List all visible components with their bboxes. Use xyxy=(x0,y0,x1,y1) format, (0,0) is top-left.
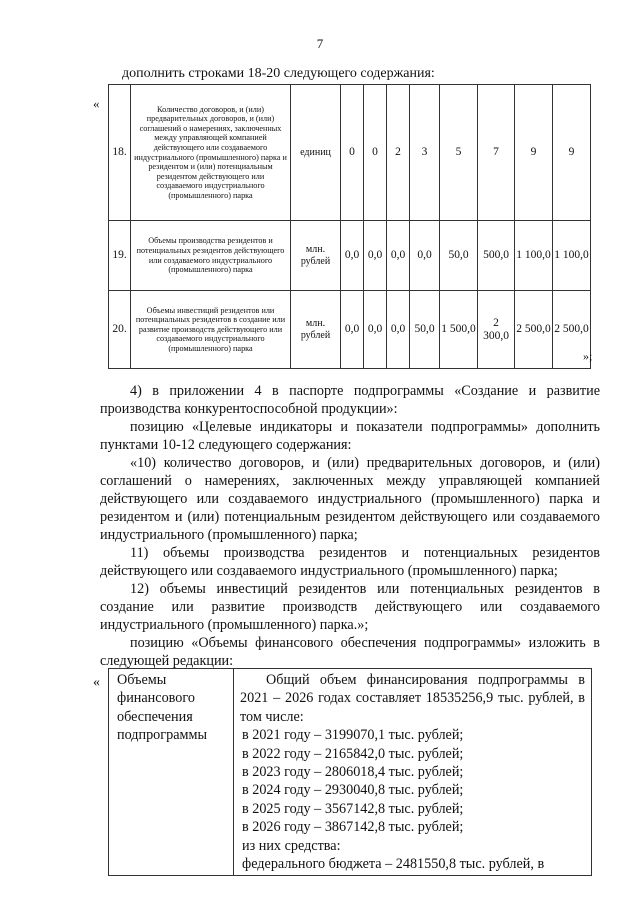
finance-year-line: в 2026 году – 3867142,8 тыс. рублей; xyxy=(242,819,464,836)
value-cell: 0,0 xyxy=(387,221,410,291)
indicator-unit: единиц xyxy=(291,85,341,221)
paragraph: 4) в приложении 4 в паспорте подпрограммы «Создание и развитие производства конкурентоспособной продукции»: xyxy=(100,383,600,417)
page-number: 7 xyxy=(316,36,324,51)
value-cell: 50,0 xyxy=(410,291,440,369)
closing-quote-mark: »; xyxy=(583,349,593,363)
table-row xyxy=(109,221,591,291)
paragraph: 11) объемы производства резидентов и потенциальных резидентов действующего или создаваемого индустриального (промышленного) парка; xyxy=(100,545,600,579)
paragraph: позицию «Целевые индикаторы и показатели подпрограммы» дополнить пунктами 10-12 следующего содержания: xyxy=(100,419,600,453)
indicator-unit: млн. рублей xyxy=(291,291,341,369)
value-cell: 2 500,0 xyxy=(515,291,553,369)
value-cell: 3 xyxy=(410,85,440,221)
value-cell: 2 500,0 xyxy=(553,291,591,369)
open-quote-mark: « xyxy=(93,96,100,111)
value-cell: 7 xyxy=(478,85,515,221)
value-cell: 9 xyxy=(553,85,591,221)
value-cell: 5 xyxy=(440,85,478,221)
finance-year-line: в 2025 году – 3567142,8 тыс. рублей; xyxy=(242,800,464,817)
indicator-unit: млн. рублей xyxy=(291,221,341,291)
indicator-description: Количество договоров, и (или) предварительных договоров, и (или) соглашений о намерениях, заключенных между управляющей компанией действующего или создаваемого индустриального (промышленного) парка и резидентом и (или) потенциальным резидентом действующего или создаваемого индустриального (промышленного) парка xyxy=(131,85,291,221)
open-quote-mark: « xyxy=(93,675,100,690)
value-cell: 1 500,0 xyxy=(440,291,478,369)
finance-year-line: в 2024 году – 2930040,8 тыс. рублей; xyxy=(242,782,464,799)
value-cell: 9 xyxy=(515,85,553,221)
value-cell: 1 100,0 xyxy=(515,221,553,291)
value-cell: 2 xyxy=(387,85,410,221)
paragraph: «10) количество договоров, и (или) предварительных договоров, и (или) соглашений о намерениях, заключенных между управляющей компанией действующего или создаваемого индустриального (промышленного) парка и резидентом и (или) потенциальным резидентом действующего или создаваемого индустриального (промышленного) парка; xyxy=(100,455,600,543)
paragraph: 12) объемы инвестиций резидентов или потенциальных резидентов в создание или развитие производств действующего или создаваемого индустриального (промышленного) парка.»; xyxy=(100,581,600,633)
value-cell: 500,0 xyxy=(478,221,515,291)
value-cell: 2 300,0 xyxy=(478,291,515,369)
finance-year-line: в 2023 году – 2806018,4 тыс. рублей; xyxy=(242,764,464,781)
value-cell: 0,0 xyxy=(410,221,440,291)
value-cell: 0 xyxy=(364,85,387,221)
value-cell: 1 100,0 xyxy=(553,221,591,291)
value-cell: 0,0 xyxy=(387,291,410,369)
row-number: 18. xyxy=(109,85,131,221)
finance-sources-label: из них средства: xyxy=(242,837,341,854)
value-cell: 0,0 xyxy=(341,291,364,369)
finance-table xyxy=(108,668,592,876)
finance-label: Объемы финансового обеспечения подпрограммы xyxy=(109,669,234,876)
value-cell: 0 xyxy=(341,85,364,221)
value-cell: 0,0 xyxy=(341,221,364,291)
table-row xyxy=(109,291,591,369)
value-cell: 0,0 xyxy=(364,291,387,369)
row-number: 20. xyxy=(109,291,131,369)
indicator-description: Объемы производства резидентов и потенциальных резидентов действующего или создаваемого индустриального (промышленного) парка xyxy=(131,221,291,291)
amendment-text xyxy=(100,382,600,670)
lead-line: дополнить строками 18-20 следующего содержания: xyxy=(122,66,435,81)
finance-year-line: в 2021 году – 3199070,1 тыс. рублей; xyxy=(242,727,464,744)
finance-content xyxy=(234,669,592,876)
indicators-table xyxy=(108,84,591,369)
finance-intro: Общий объем финансирования подпрограммы в 2021 – 2026 годах составляет 18535256,9 тыс. рублей, в том числе: xyxy=(240,672,585,725)
row-number: 19. xyxy=(109,221,131,291)
value-cell: 50,0 xyxy=(440,221,478,291)
table-row xyxy=(109,85,591,221)
paragraph: позицию «Объемы финансового обеспечения подпрограммы» изложить в следующей редакции: xyxy=(100,635,600,669)
indicator-description: Объемы инвестиций резидентов или потенциальных резидентов в создание или развитие производств действующего или создаваемого индустриального (промышленного) парка xyxy=(131,291,291,369)
finance-federal-line: федерального бюджета – 2481550,8 тыс. рублей, в xyxy=(242,856,545,873)
table-row xyxy=(109,669,592,876)
value-cell: 0,0 xyxy=(364,221,387,291)
finance-year-line: в 2022 году – 2165842,0 тыс. рублей; xyxy=(242,745,464,762)
